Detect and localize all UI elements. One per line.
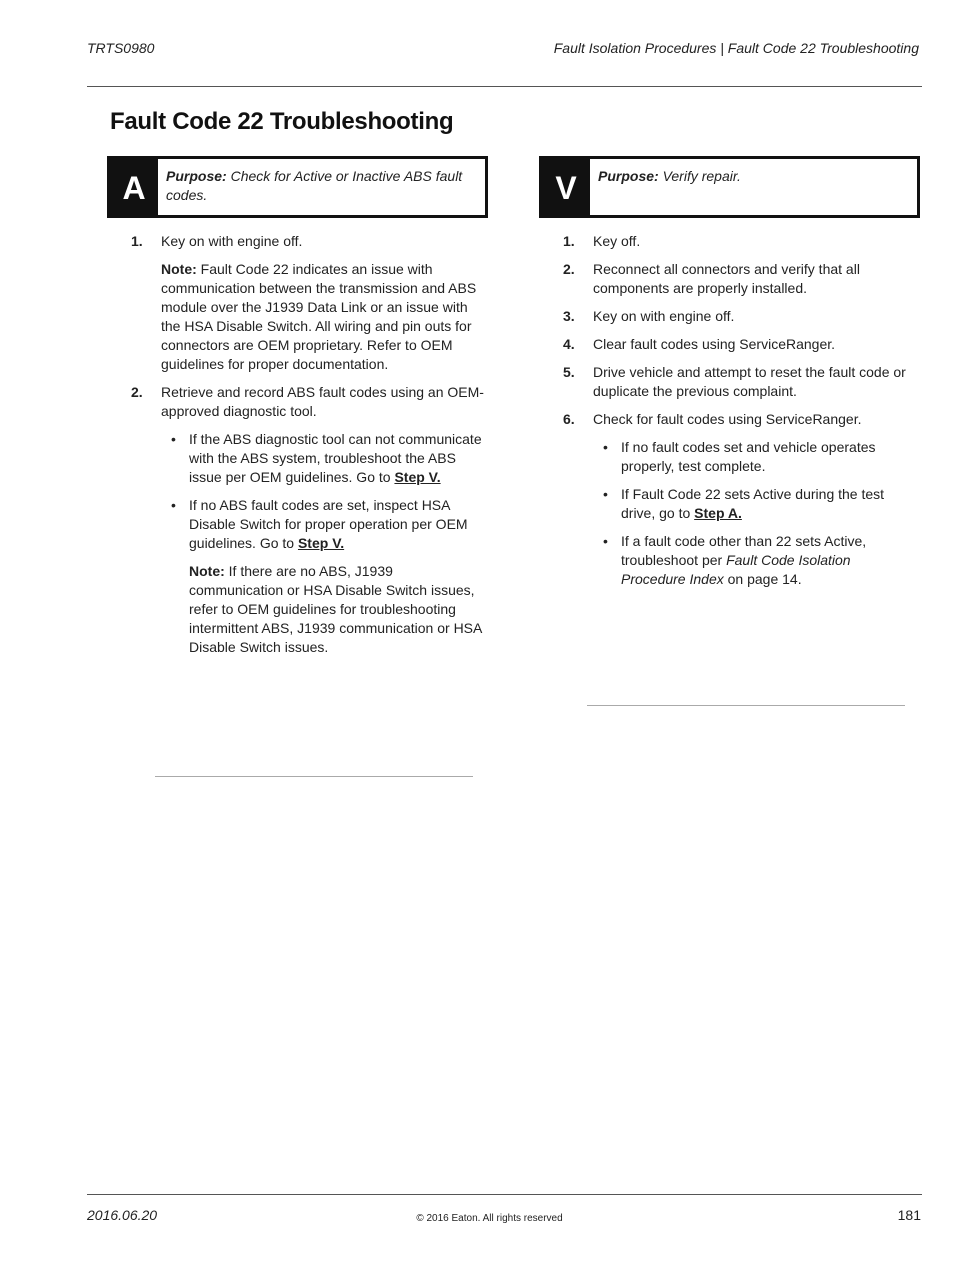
step-v-letter: V bbox=[542, 159, 590, 215]
list-item bbox=[563, 307, 919, 326]
note bbox=[161, 260, 487, 374]
item-number: 2. bbox=[563, 261, 575, 277]
page-number: 181 bbox=[897, 1207, 921, 1223]
item-number: 1. bbox=[563, 233, 575, 249]
list-item bbox=[563, 335, 919, 354]
item-text: Drive vehicle and attempt to reset the fault code or duplicate the previous complaint. bbox=[593, 364, 906, 399]
purpose-text: Verify repair. bbox=[662, 168, 741, 184]
item-number: 3. bbox=[563, 308, 575, 324]
note-text: If there are no ABS, J1939 communication or HSA Disable Switch issues, refer to OEM guidelines for troubleshooting intermittent ABS, J1939 communication or HSA Disable Switch issues. bbox=[189, 563, 482, 655]
item-number: 4. bbox=[563, 336, 575, 352]
bullet-item bbox=[161, 430, 487, 487]
bullet-icon: • bbox=[603, 439, 608, 455]
header-divider bbox=[87, 86, 922, 87]
step-v-header bbox=[539, 156, 920, 218]
step-v-link[interactable]: Step V. bbox=[394, 469, 441, 485]
copyright: © 2016 Eaton. All rights reserved bbox=[416, 1213, 563, 1224]
step-a-purpose bbox=[166, 167, 467, 205]
bullet-icon: • bbox=[603, 533, 608, 549]
bullet-item bbox=[161, 496, 487, 553]
item-text: Retrieve and record ABS fault codes using an OEM-approved diagnostic tool. bbox=[161, 384, 484, 419]
step-a-procedure bbox=[131, 232, 487, 666]
bullet-text: If a fault code other than 22 sets Active, troubleshoot per bbox=[621, 533, 867, 568]
end-rule bbox=[155, 776, 473, 777]
section-breadcrumb: Fault Isolation Procedures | Fault Code 22 Troubleshooting bbox=[553, 40, 919, 56]
bullet-item bbox=[593, 532, 919, 589]
item-number: 6. bbox=[563, 411, 575, 427]
step-a-header bbox=[107, 156, 488, 218]
publication-date: 2016.06.20 bbox=[87, 1207, 158, 1223]
purpose-label: Purpose: bbox=[598, 168, 659, 184]
list-item bbox=[563, 260, 919, 298]
bullet-icon: • bbox=[171, 431, 176, 447]
item-number: 2. bbox=[131, 384, 143, 400]
page-title: Fault Code 22 Troubleshooting bbox=[110, 108, 454, 135]
item-number: 5. bbox=[563, 364, 575, 380]
item-text: Clear fault codes using ServiceRanger. bbox=[593, 336, 836, 352]
document-id: TRTS0980 bbox=[87, 40, 155, 56]
list-item bbox=[563, 232, 919, 251]
bullet-list bbox=[161, 430, 487, 657]
list-item bbox=[131, 383, 487, 657]
bullet-icon: • bbox=[603, 486, 608, 502]
end-rule bbox=[587, 705, 905, 706]
item-text: Key off. bbox=[593, 233, 641, 249]
note-label: Note: bbox=[161, 261, 197, 277]
bullet-item bbox=[593, 438, 919, 476]
note-text: Fault Code 22 indicates an issue with communication between the transmission and ABS module over the J1939 Data Link or an issue with the HSA Disable Switch. All wiring and pin outs for connectors are OEM proprietary. Refer to OEM guidelines for proper documentation. bbox=[161, 261, 477, 372]
procedure-index-reference[interactable]: Fault Code Isolation Procedure Index bbox=[621, 552, 851, 587]
step-v-purpose bbox=[598, 167, 899, 186]
item-text: Key on with engine off. bbox=[161, 233, 303, 249]
page-reference: on page 14. bbox=[727, 571, 802, 587]
bullet-text: If Fault Code 22 sets Active during the test drive, go to bbox=[621, 486, 885, 521]
list-item bbox=[563, 410, 919, 589]
purpose-text: Check for Active or Inactive ABS fault codes. bbox=[166, 168, 463, 203]
note bbox=[161, 562, 487, 657]
step-v-procedure bbox=[563, 232, 919, 598]
bullet-text: If no fault codes set and vehicle operates properly, test complete. bbox=[621, 439, 876, 474]
bullet-text: If no ABS fault codes are set, inspect HSA Disable Switch for proper operation per OEM guidelines. Go to bbox=[189, 497, 468, 551]
note-label: Note: bbox=[189, 563, 225, 579]
purpose-label: Purpose: bbox=[166, 168, 227, 184]
item-text: Reconnect all connectors and verify that all components are properly installed. bbox=[593, 261, 860, 296]
step-v-link[interactable]: Step V. bbox=[297, 535, 345, 551]
step-a-link[interactable]: Step A. bbox=[694, 505, 742, 521]
item-text: Check for fault codes using ServiceRanger. bbox=[593, 411, 862, 427]
bullet-list bbox=[593, 438, 919, 589]
item-text: Key on with engine off. bbox=[593, 308, 735, 324]
step-a-letter: A bbox=[110, 159, 158, 215]
list-item bbox=[563, 363, 919, 401]
list-item bbox=[131, 232, 487, 374]
bullet-item bbox=[593, 485, 919, 523]
item-number: 1. bbox=[131, 233, 143, 249]
footer-divider bbox=[87, 1194, 922, 1195]
bullet-text: If the ABS diagnostic tool can not communicate with the ABS system, troubleshoot the ABS issue per OEM guidelines. Go to bbox=[189, 431, 482, 485]
bullet-icon: • bbox=[171, 497, 176, 513]
